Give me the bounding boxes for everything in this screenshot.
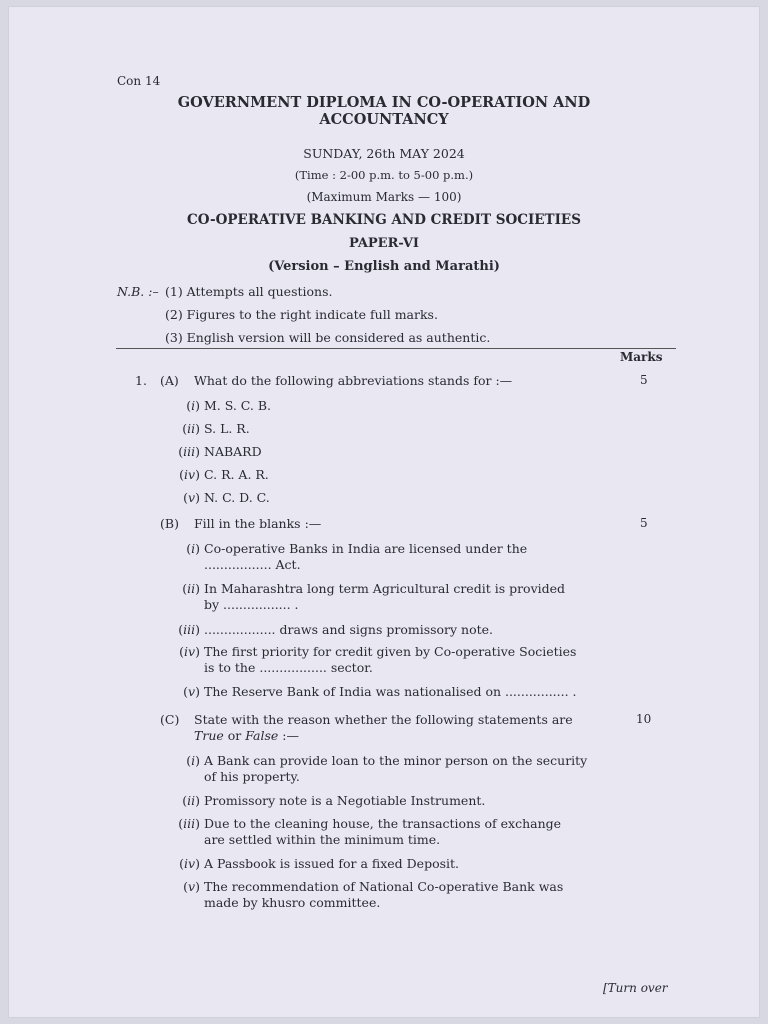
q1c-marks: 10 <box>636 712 652 726</box>
q1c-item-5: (v) The recommendation of National Co-operative Bank was made by khusro committee. <box>183 879 564 910</box>
q1b-item-4: (iv) The first priority for credit given by Co-operative Societies is to the ................. sector. <box>179 644 577 675</box>
q1b-item-2: (ii) In Maharashtra long term Agricultural credit is provided by ................. . <box>182 581 566 612</box>
turn-over-note: [Turn over <box>603 981 668 995</box>
marks-heading: Marks <box>620 350 663 364</box>
nb-item-2: (2) Figures to the right indicate full marks. <box>165 307 438 322</box>
max-marks: (Maximum Marks — 100) <box>306 190 462 204</box>
question-number: 1. <box>135 373 147 388</box>
nb-item-3: (3) English version will be considered as authentic. <box>165 330 491 345</box>
q1b-text: Fill in the blanks :— <box>194 516 322 531</box>
exam-title-line1: GOVERNMENT DIPLOMA IN CO-OPERATION AND <box>177 94 591 111</box>
q1b-item-1: (i) Co-operative Banks in India are licensed under the ................. Act. <box>186 541 528 572</box>
exam-time: (Time : 2-00 p.m. to 5-00 p.m.) <box>294 168 474 182</box>
nb-item-1: (1) Attempts all questions. <box>165 284 333 299</box>
q1c-item-1: (i) A Bank can provide loan to the minor person on the security of his property. <box>186 753 588 784</box>
q1c-item-2: (ii) Promissory note is a Negotiable Instrument. <box>182 793 486 808</box>
q1c-item-4: (iv) A Passbook is issued for a fixed Deposit. <box>179 856 460 871</box>
q1b-marks: 5 <box>640 516 648 530</box>
q1c-text: State with the reason whether the following statements are True or False :— <box>194 712 573 743</box>
q1a-item-5: (v) N. C. D. C. <box>183 490 270 505</box>
q1a-item-4: (iv) C. R. A. R. <box>179 467 269 482</box>
exam-date: SUNDAY, 26th MAY 2024 <box>303 146 465 161</box>
exam-title <box>8 94 760 128</box>
exam-title-line2: ACCOUNTANCY <box>319 111 449 128</box>
paper-code: Con 14 <box>117 74 161 88</box>
divider <box>116 348 676 349</box>
q1b-item-3: (iii) .................. draws and signs promissory note. <box>178 622 494 637</box>
subject-title: CO-OPERATIVE BANKING AND CREDIT SOCIETIES <box>187 212 581 228</box>
nb-prefix: N.B. :– <box>117 284 159 299</box>
version-note: (Version – English and Marathi) <box>268 259 500 274</box>
paper-number: PAPER-VI <box>348 236 420 251</box>
q1a-text: What do the following abbreviations stands for :— <box>194 373 513 388</box>
q1b-label: (B) <box>160 516 179 531</box>
exam-paper <box>8 6 760 1018</box>
q1a-item-1: (i) M. S. C. B. <box>186 398 272 413</box>
q1c-item-3: (iii) Due to the cleaning house, the transactions of exchange are settled within the minimum time. <box>178 816 562 847</box>
q1a-item-3: (iii) NABARD <box>178 444 262 459</box>
q1a-item-2: (ii) S. L. R. <box>182 421 250 436</box>
q1a-marks: 5 <box>640 373 648 387</box>
q1a-label: (A) <box>160 373 179 388</box>
q1c-label: (C) <box>160 712 180 727</box>
q1b-item-5: (v) The Reserve Bank of India was nationalised on ................ . <box>183 684 577 699</box>
